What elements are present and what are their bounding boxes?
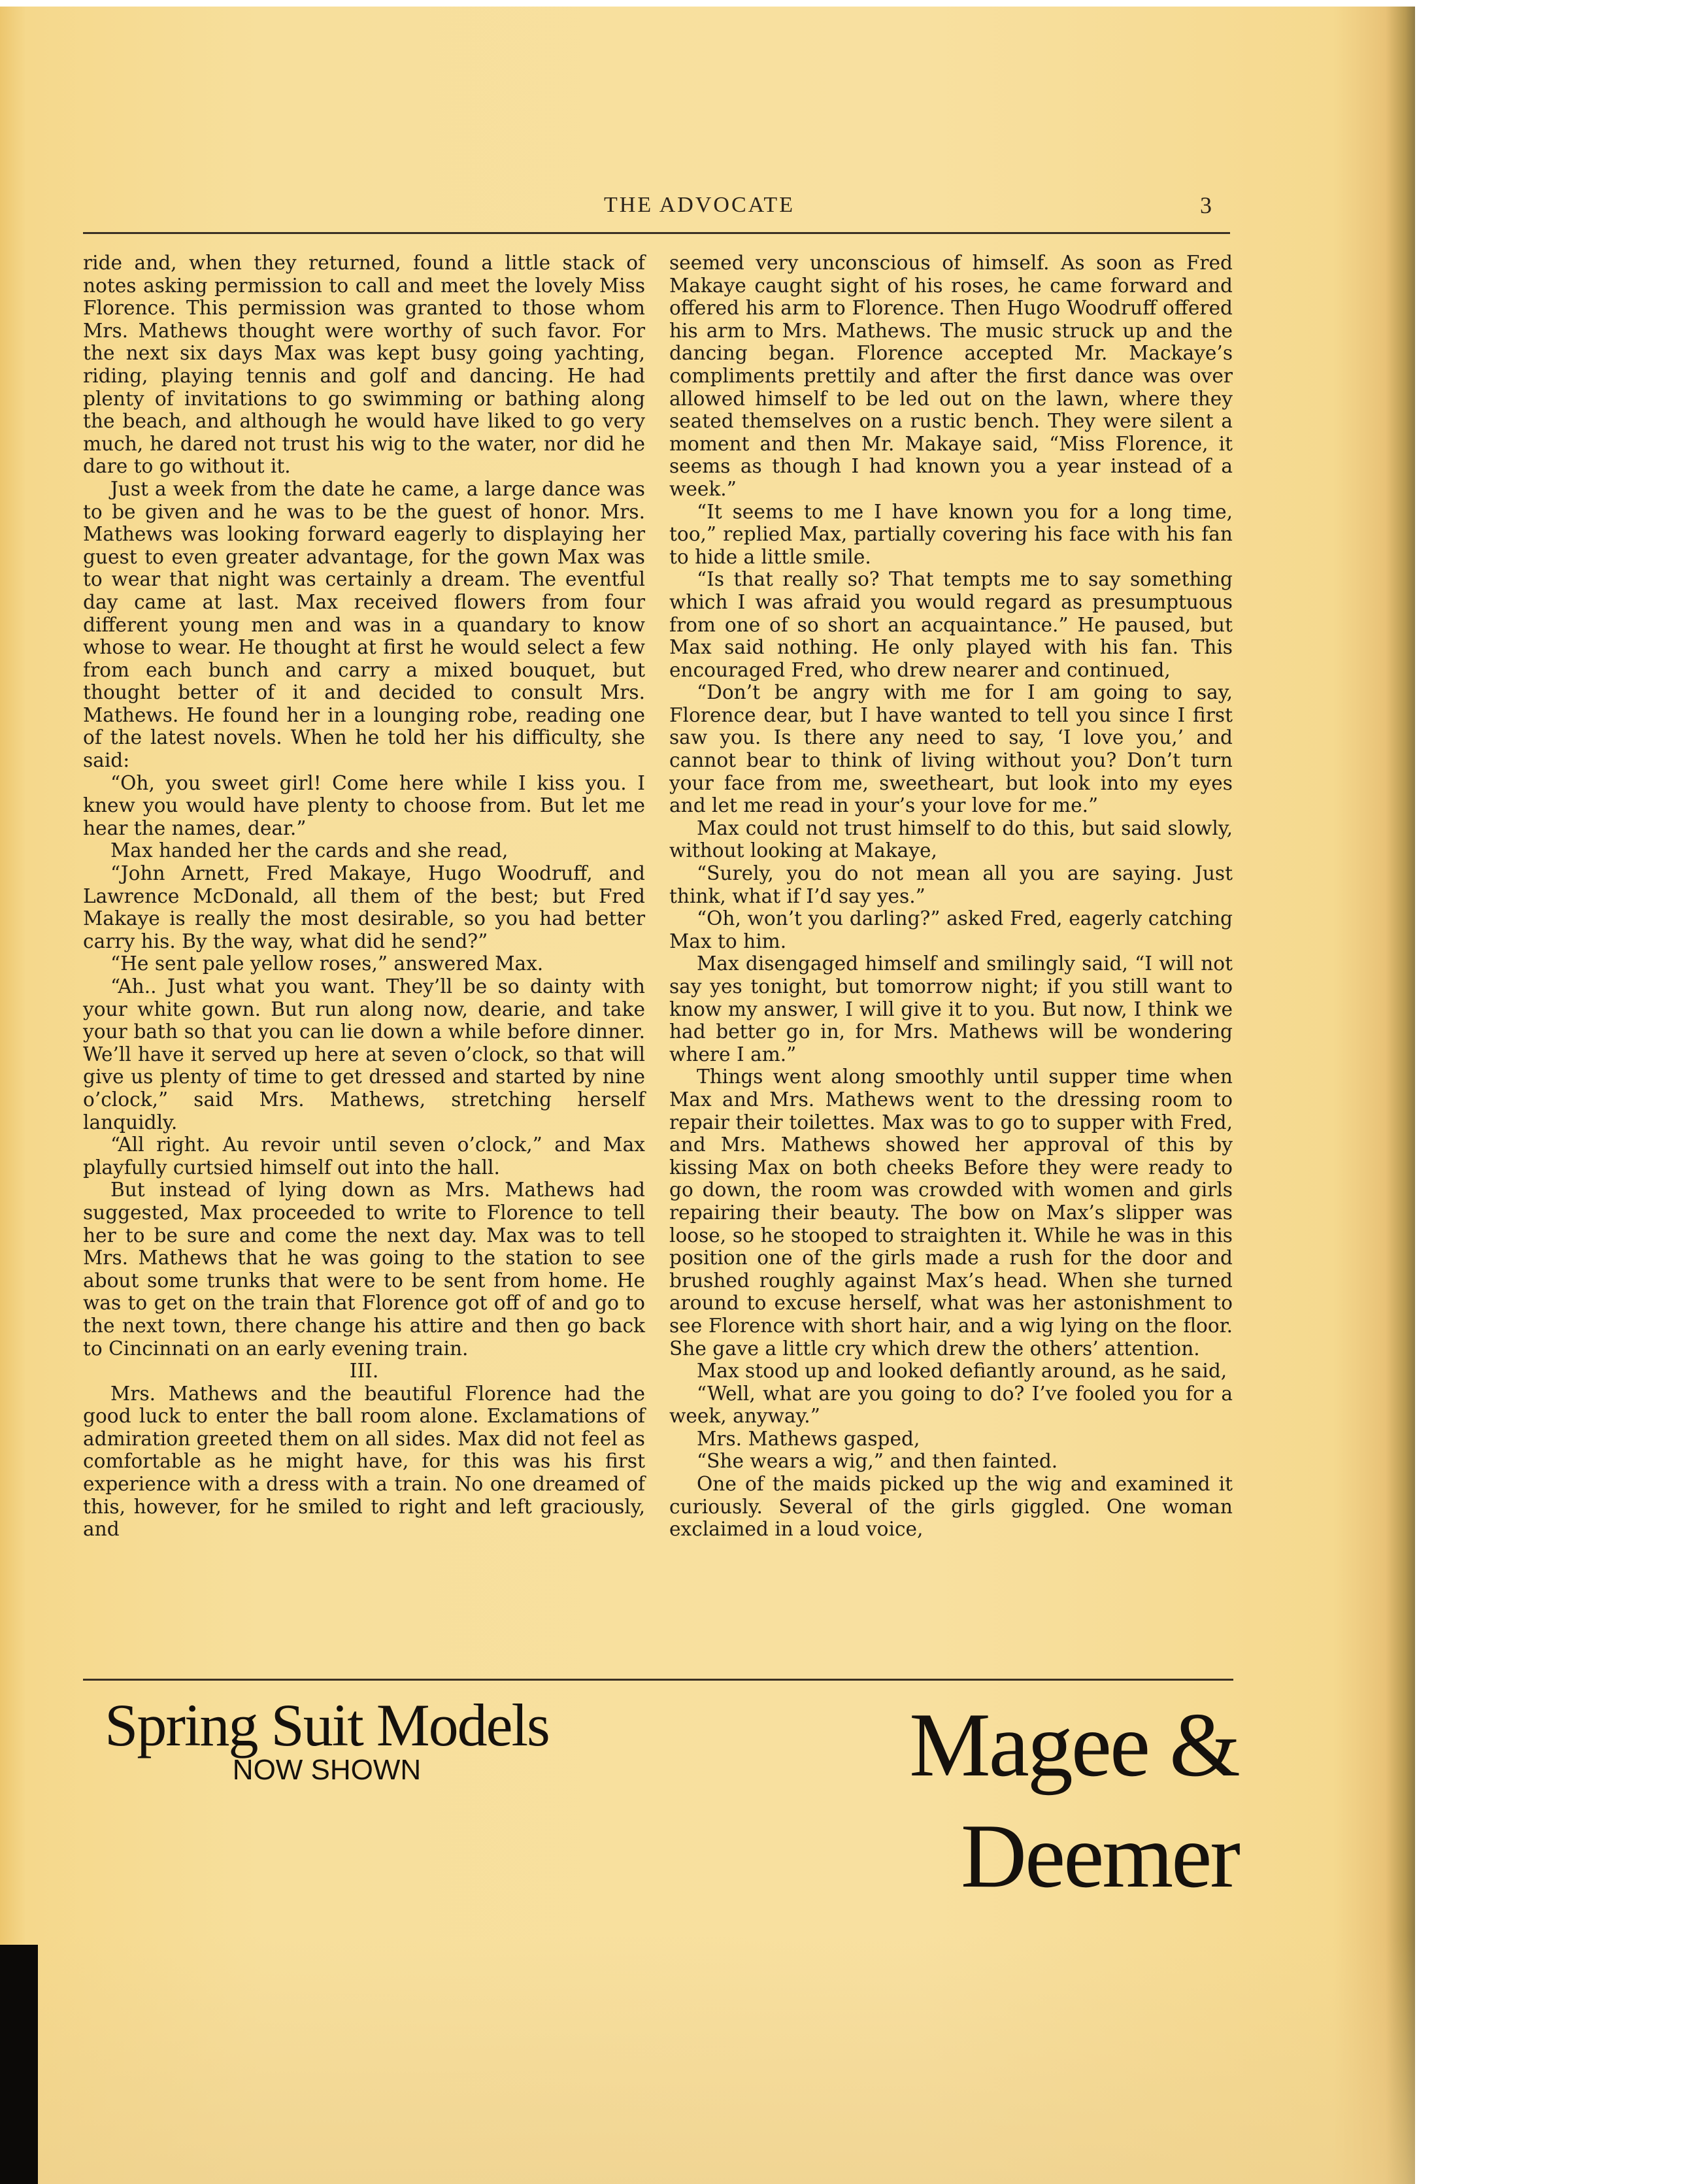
section-heading: III. xyxy=(349,1360,379,1383)
paragraph: “Surely, you do not mean all you are saying. Just think, what if I’d say yes.” xyxy=(669,862,1233,907)
left-column xyxy=(83,252,645,1541)
paragraph: “All right. Au revoir until seven o’clock,” and Max playfully curtsied himself out into the hall. xyxy=(83,1134,645,1179)
paragraph: Mrs. Mathews gasped, xyxy=(697,1427,920,1450)
right-column xyxy=(669,252,1233,1541)
paragraph: “Ah.. Just what you want. They’ll be so dainty with your white gown. But run along now, dearie, and take your bath so that you can lie down a while before dinner. We’ll have it served up here at seven o’clock, so that will give us plenty of time to get dressed and started by nine o’clock,” said Mrs. Mathews, stretching herself lanquidly. xyxy=(83,975,645,1134)
paragraph: Max stood up and looked defiantly around, as he said, xyxy=(697,1360,1227,1383)
paragraph: “It seems to me I have known you for a long time, too,” replied Max, partially covering his face with his fan to hide a little smile. xyxy=(669,500,1233,568)
header-rule xyxy=(83,232,1230,234)
paragraph: ride and, when they returned, found a little stack of notes asking permission to call and meet the lovely Miss Florence. This permission was granted to those whom Mrs. Mathews thought were worthy of such favor. For the next six days Max was kept busy going yachting, riding, playing tennis and golf and dancing. He had plenty of invitations to go swimming or bathing along the beach, and although he would have liked to go very much, he dared not trust his wig to the water, nor did he dare to go without it. xyxy=(83,252,645,478)
page-number: 3 xyxy=(1200,192,1212,218)
paragraph: One of the maids picked up the wig and examined it curiously. Several of the girls giggled. One woman exclaimed in a loud voice, xyxy=(669,1473,1233,1541)
paragraph: “Is that really so? That tempts me to say something which I was afraid you would regard as presumptuous from one of so short an acquaintance.” He paused, but Max said nothing. He only played with his fan. This encouraged Fred, who drew nearer and continued, xyxy=(669,568,1233,681)
paragraph: But instead of lying down as Mrs. Mathews had suggested, Max proceeded to write to Florence to tell her to be sure and come the next day. Max was to tell Mrs. Mathews that he was going to the station to see about some trunks that were to be sent from home. He was to get on the train that Florence got off of and go to the next town, there change his attire and then go back to Cincinnati on an early evening train. xyxy=(83,1179,645,1360)
paragraph: “Oh, you sweet girl! Come here while I kiss you. I knew you would have plenty to choose from. But let me hear the names, dear.” xyxy=(83,771,645,839)
advertisement-left xyxy=(92,1690,562,1785)
advertisement-right: Magee & Deemer xyxy=(909,1694,1239,1907)
paragraph: Max could not trust himself to do this, but said slowly, without looking at Makaye, xyxy=(669,816,1233,862)
page-header-title: THE ADVOCATE xyxy=(604,193,795,217)
paragraph: Max disengaged himself and smilingly said, “I will not say yes tonight, but tomorrow night; if you still want to know my answer, I will give it to you. But now, I think we had better go in, for Mrs. Mathews will be wondering where I am.” xyxy=(669,952,1233,1066)
paragraph: “John Arnett, Fred Makaye, Hugo Woodruff, and Lawrence McDonald, all them of the best; but Fred Makaye is really the most desirable, so you had better carry his. By the way, what did he send?” xyxy=(83,862,645,952)
paragraph: Just a week from the date he came, a large dance was to be given and he was to be the guest of honor. Mrs. Mathews was looking forward eagerly to displaying her guest to even greater advantage, for the gown Max was to wear that night was certainly a dream. The eventful day came at last. Max received flowers from four different young men and was in a quandary to know whose to wear. He thought at first he would select a few from each bunch and carry a mixed bouquet, but thought better of it and decided to consult Mrs. Mathews. He found her in a lounging robe, reading one of the latest novels. When he told her his difficulty, she said: xyxy=(83,477,645,772)
footer-rule xyxy=(83,1679,1233,1681)
paragraph: “Well, what are you going to do? I’ve fooled you for a week, anyway.” xyxy=(669,1382,1233,1428)
newspaper-page xyxy=(0,7,1415,2184)
paragraph: “Oh, won’t you darling?” asked Fred, eagerly catching Max to him. xyxy=(669,907,1233,952)
paragraph: seemed very unconscious of himself. As soon as Fred Makaye caught sight of his roses, he came forward and offered his arm to Florence. Then Hugo Woodruff offered his arm to Mrs. Mathews. The music struck up and the dancing began. Florence accepted Mr. Mackaye’s compliments prettily and after the first dance was over allowed himself to be led out on the lawn, where they seated themselves on a rustic bench. They were silent a moment and then Mr. Makaye said, “Miss Florence, it seems as though I had known you a year instead of a week.” xyxy=(669,252,1233,500)
paragraph: Max handed her the cards and she read, xyxy=(110,839,508,862)
paragraph: Mrs. Mathews and the beautiful Florence had the good luck to enter the ball room alone. Exclamations of admiration greeted them on all sides. Max did not feel as comfortable as he might have, for this was his first experience with a dress with a train. No one dreamed of this, however, for he smiled to right and left graciously, and xyxy=(83,1382,645,1541)
paragraph: “Don’t be angry with me for I am going to say, Florence dear, but I have wanted to tell you since I first saw you. Is there any need to say, ‘I love you,’ and cannot bear to think of living without you? Don’t turn your face from me, sweetheart, but look into my eyes and let me read in your’s your love for me.” xyxy=(669,681,1233,817)
paragraph: Things went along smoothly until supper time when Max and Mrs. Mathews went to the dressing room to repair their toilettes. Max was to go to supper with Fred, and Mrs. Mathews showed her approval of this by kissing Max on both cheeks Before they were ready to go down, the room was crowded with women and girls repairing their beauty. The bow on Max’s slipper was loose, so he stooped to straighten it. While he was in this position one of the girls made a rush for the door and brushed roughly against Max’s head. When she turned around to excuse herself, what was her astonishment to see Florence with short hair, and a wig lying on the floor. She gave a little cry which drew the others’ attention. xyxy=(669,1066,1233,1360)
binding-spine xyxy=(0,1945,38,2184)
paragraph: “He sent pale yellow roses,” answered Max. xyxy=(110,952,544,975)
paragraph: “She wears a wig,” and then fainted. xyxy=(697,1450,1058,1473)
ad-headline: Spring Suit Models xyxy=(105,1692,549,1758)
ad-subline: NOW SHOWN xyxy=(232,1754,422,1786)
